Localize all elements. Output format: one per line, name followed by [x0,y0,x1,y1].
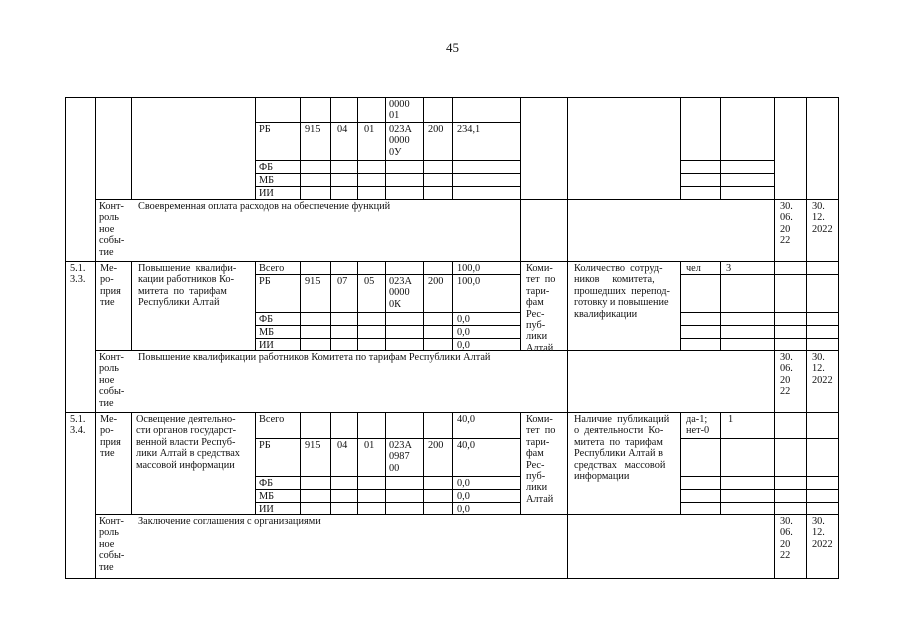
rule [567,97,568,261]
rule [255,502,520,503]
amount-ii: 0,0 [457,504,470,515]
section: 04 [337,440,348,451]
amount-mb: 0,0 [457,491,470,502]
amount-fb: 0,0 [457,478,470,489]
rule [423,97,424,199]
rule [255,338,520,339]
rule [680,438,839,439]
start-date: 30. 06. 20 22 [780,352,793,398]
expense-type: 200 [428,276,444,287]
start-date: 30. 06. 20 22 [780,516,793,562]
rule [255,325,520,326]
rule [330,412,331,514]
csr-code: 023А 0987 00 [389,440,412,474]
end-date: 30. 12. 2022 [812,516,833,550]
amount: 40,0 [457,440,476,451]
executor: Коми- тет по тари- фам Рес- пуб- лики Алтай [526,263,556,354]
rule [255,274,520,275]
source-fb: ФБ [259,162,274,173]
source-fb: ФБ [259,314,274,325]
source-rb: РБ [259,276,271,287]
rule [385,97,386,199]
executor: Коми- тет по тари- фам Рес- пуб- лики Алтай [526,414,556,505]
rule [131,261,132,350]
rule [567,412,568,578]
rule [520,261,521,350]
rule [357,97,358,199]
rule [680,338,839,339]
source-fb: ФБ [259,478,274,489]
source-rb: РБ [259,440,271,451]
rule [95,97,96,579]
amount-ii: 0,0 [457,340,470,351]
source-ii: ИИ [259,504,274,515]
source-rb: РБ [259,124,271,135]
rule [452,412,453,514]
rule [255,412,256,514]
rule [255,312,520,313]
unit: да-1; нет-0 [686,414,710,437]
rule [131,97,132,199]
control-event-label: Конт- роль ное собы- тие [99,201,125,258]
start-date: 30. 06. 20 22 [780,201,793,247]
csr-code: 023А 0000 0К [389,276,412,310]
subsection: 01 [364,124,375,135]
rule [452,97,453,199]
rule [255,173,520,174]
grbs: 915 [305,124,321,135]
section: 04 [337,124,348,135]
rule [131,412,132,514]
rule [680,312,839,313]
rule [680,97,681,199]
rule [255,160,520,161]
amount: 100,0 [457,276,481,287]
csr-code-cont: 0000 01 [389,99,410,122]
control-event-label: Конт- роль ное собы- тие [99,352,125,409]
rule [255,122,520,123]
rule [720,97,721,199]
amount-mb: 0,0 [457,327,470,338]
rule [255,438,520,439]
section: 07 [337,276,348,287]
total-label: Всего [259,263,285,274]
rule [680,489,839,490]
rule [680,476,839,477]
event-kind: Ме- ро- прия тие [100,263,121,309]
page-number: 45 [446,40,459,55]
rule [680,502,839,503]
event-number: 5.1. 3.3. [70,263,86,286]
rule [520,97,521,261]
end-date: 30. 12. 2022 [812,352,833,386]
expense-type: 200 [428,440,444,451]
source-mb: МБ [259,327,275,338]
unit: чел [686,263,701,274]
source-mb: МБ [259,175,275,186]
rule [255,476,520,477]
event-kind: Ме- ро- прия тие [100,414,121,460]
indicator: Наличие публикаций о деятельности Ко- митета по тарифам Республики Алтай в средствах массовой информации [574,414,670,483]
rule [357,412,358,514]
total-amount: 100,0 [457,263,481,274]
rule [255,97,256,199]
rule [255,186,520,187]
control-event-label: Конт- роль ное собы- тие [99,516,125,573]
rule [567,261,568,412]
rule [65,578,839,579]
event-number: 5.1. 3.4. [70,414,86,437]
rule [680,325,839,326]
rule [423,412,424,514]
csr-code: 023А 0000 0У [389,124,412,158]
source-ii: ИИ [259,340,274,351]
source-mb: МБ [259,491,275,502]
rule [680,274,839,275]
rule [680,186,774,187]
subsection: 05 [364,276,375,287]
indicator: Количество сотруд- ников комитета, прошедших перепод- готовку и повышение квалификации [574,263,670,320]
end-date: 30. 12. 2022 [812,201,833,235]
event-name: Освещение деятельно- сти органов государст- венной власти Респуб- лики Алтай в средствах массовой информации [136,414,240,471]
target-value: 1 [728,414,734,425]
rule [255,489,520,490]
total-label: Всего [259,414,285,425]
rule [720,412,721,514]
control-event-name: Своевременная оплата расходов на обеспечение функций [138,201,391,212]
subsection: 01 [364,440,375,451]
rule [385,412,386,514]
control-event-name: Повышение квалификации работников Комитета по тарифам Республики Алтай [138,352,491,363]
grbs: 915 [305,440,321,451]
amount: 234,1 [457,124,481,135]
expense-type: 200 [428,124,444,135]
rule [300,97,301,199]
rule [95,199,839,200]
total-amount: 40,0 [457,414,476,425]
rule [680,173,774,174]
target-value: 3 [726,263,732,274]
event-name: Повышение квалифи- кации работников Ко- митета по тарифам Республики Алтай [138,263,237,309]
rule [330,97,331,199]
rule [680,160,774,161]
source-ii: ИИ [259,188,274,199]
rule [300,412,301,514]
rule [680,412,681,514]
control-event-name: Заключение соглашения с организациями [138,516,321,527]
grbs: 915 [305,276,321,287]
rule [520,412,521,514]
rule [65,97,66,579]
amount-fb: 0,0 [457,314,470,325]
